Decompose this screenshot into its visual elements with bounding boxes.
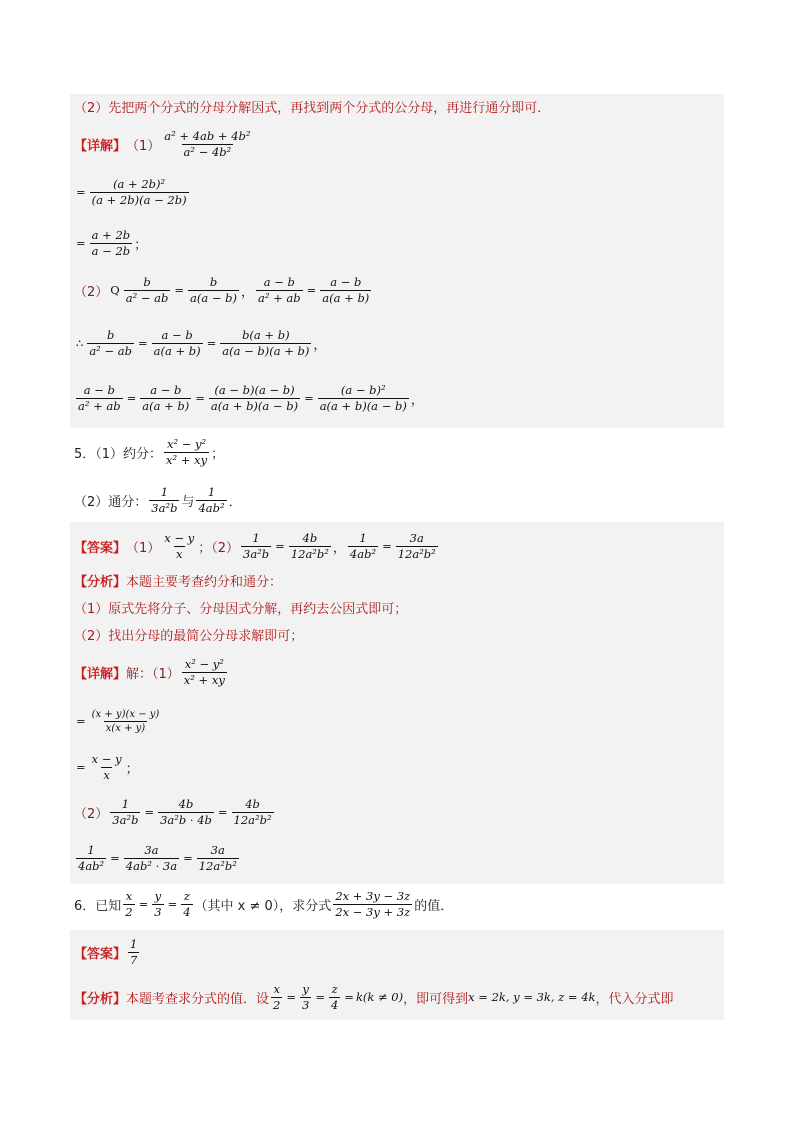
fraction: $\frac{2x + 3y - 3z}{2x - 3y + 3z}$ <box>335 888 411 919</box>
fraction: $\frac{\text{x² − y²}}{\text{x² + xy}}$ <box>166 436 208 467</box>
fraction: $\frac{1}{\text{4ab²}}$ <box>78 842 105 873</box>
answer-5: 【答案】 （1） $\frac{x - y}{x}$ ；（2） $\frac{1}{\text{3a²b}}$ = $\frac{4b}{\text{12a²b²}}$ ， $\frac{1}{\text{4ab²}}$ = $\frac{3a}{\text{12a²b²}}$ <box>74 530 436 561</box>
detail-5-line-5: $\frac{1}{\text{4ab²}}$ = $\frac{3a}{\text{4ab² · 3a}}$ = $\frac{3a}{\text{12a²b²}}$ <box>78 842 237 873</box>
analysis-tag: 【分析】 <box>74 991 127 1007</box>
analysis-tag: 【分析】 <box>74 574 127 590</box>
analysis-step-2-text: （2）先把两个分式的分母分解因式，再找到两个分式的公分母，再进行通分即可． <box>74 100 551 116</box>
answer-6 <box>74 934 141 970</box>
fraction: $\frac{(x + y)(x - y)}{x(x + y)}$ <box>91 708 160 734</box>
fraction: $\frac{1}{\text{4ab²}}$ <box>198 484 225 515</box>
fraction: $\frac{1}{7}$ <box>130 936 138 967</box>
fraction: $\frac{\text{x² − y²}}{\text{x² + xy}}$ <box>183 656 225 687</box>
fraction: $\frac{a - b}{a(a + b)}$ <box>322 274 370 305</box>
detail-line-6: $\frac{a - b}{\text{a² + ab}}$ = $\frac{a - b}{a(a + b)}$ = $\frac{(a - b)(a - b)}{a(a + b)(a - b)}$ = $\frac{\text{(a − b)²}}{a(a + b)(a - b)}$ ， <box>78 382 424 413</box>
fraction: $\frac{b}{\text{a² − ab}}$ <box>89 327 132 358</box>
detail-5-line-1: 【详解】 解：（1） $\frac{\text{x² − y²}}{\text{x² + xy}}$ <box>74 656 225 687</box>
fraction: $\frac{z}{4}$ <box>330 981 339 1012</box>
fraction: $\frac{1}{\text{3a²b}}$ <box>243 530 270 561</box>
fraction: $\frac{b(a + b)}{a(a - b)(a + b)}$ <box>222 327 310 358</box>
fraction: $\frac{a - b}{a(a + b)}$ <box>153 327 201 358</box>
fraction: $\frac{z}{4}$ <box>183 888 191 919</box>
analysis-step-2 <box>74 96 550 116</box>
fraction: $\frac{x}{2}$ <box>273 981 281 1012</box>
fraction: $\frac{(a - b)(a - b)}{a(a + b)(a - b)}$ <box>210 382 299 413</box>
detail-line-4: （2） Q $\frac{b}{\text{a² − ab}}$ = $\frac{b}{a(a - b)}$ ， $\frac{a - b}{\text{a² + ab}}$ = $\frac{a - b}{a(a + b)}$ <box>74 274 370 305</box>
fraction: $\frac{4b}{\text{3a²b · 4b}}$ <box>160 796 212 827</box>
analysis-5-step-2: （2）找出分母的最简公分母求解即可； <box>74 628 304 644</box>
fraction: $\frac{4b}{\text{12a²b²}}$ <box>290 530 329 561</box>
analysis-5-step-1: （1）原式先将分子、分母因式分解，再约去公因式即可； <box>74 601 408 617</box>
fraction: $\frac{b}{\text{a² − ab}}$ <box>125 274 169 305</box>
answer-tag: 【答案】 <box>74 946 127 962</box>
detail-line-2: = $\frac{\text{(a + 2b)²}}{(a + 2b)(a - 2b)}$ <box>76 176 187 207</box>
analysis-5: 【分析】 本题主要考查约分和通分： <box>74 570 282 590</box>
fraction: $\frac{a - b}{\text{a² + ab}}$ <box>258 274 301 305</box>
detail-line-5: ∴ $\frac{b}{\text{a² − ab}}$ = $\frac{a - b}{a(a + b)}$ = $\frac{b(a + b)}{a(a - b)(a + b)}$ ， <box>76 327 327 358</box>
detail-5-line-4: （2） $\frac{1}{\text{3a²b}}$ = $\frac{4b}{\text{3a²b · 4b}}$ = $\frac{4b}{\text{12a²b²}}$ <box>74 796 272 827</box>
therefore-symbol: ∴ <box>76 336 84 350</box>
detail-prefix: （1） <box>126 138 161 154</box>
detail-line-1 <box>74 124 254 164</box>
detail-line-3: = $\frac{a + 2b}{a - 2b}$ ； <box>76 227 148 258</box>
fraction: $\frac{3a}{\text{12a²b²}}$ <box>397 530 436 561</box>
fraction: $\frac{4b}{\text{12a²b²}}$ <box>233 796 272 827</box>
fraction: $\frac{\text{a² + 4ab + 4b²}}{\text{a² − 4b²}}$ <box>164 128 251 159</box>
fraction: $\frac{1}{\text{3a²b}}$ <box>151 484 178 515</box>
detail-5-line-3: = $\frac{x - y}{x}$ ； <box>76 751 139 782</box>
question-5-part-2: （2）通分： $\frac{1}{\text{3a²b}}$ 与 $\frac{1}{\text{4ab²}}$ ． <box>74 484 242 515</box>
fraction: $\frac{y}{3}$ <box>302 981 310 1012</box>
question-6: 6．已知 $\frac{x}{2}$ = $\frac{y}{3}$ = $\frac{z}{4}$ （其中 x ≠ 0），求分式 $\frac{2x + 3y - 3z}{2x - 3y + 3z}$ 的值． <box>74 888 454 919</box>
fraction: $\frac{y}{3}$ <box>154 888 162 919</box>
question-5: 5．（1）约分： $\frac{\text{x² − y²}}{\text{x² + xy}}$ ； <box>74 436 225 467</box>
analysis-6: 【分析】 本题考查求分式的值．设 $\frac{x}{2}$ = $\frac{y}{3}$ = $\frac{z}{4}$ = k(k ≠ 0) ，即可得到 x = 2k, y = 3k, z = 4k ，代入分式即 <box>74 981 674 1012</box>
fraction: $\frac{3a}{\text{12a²b²}}$ <box>198 842 237 873</box>
fraction: $\frac{1}{\text{3a²b}}$ <box>112 796 139 827</box>
fraction: $\frac{b}{a(a - b)}$ <box>190 274 237 305</box>
detail-tag: 【详解】 <box>74 666 127 682</box>
fraction: $\frac{\text{(a + 2b)²}}{(a + 2b)(a - 2b)}$ <box>91 176 187 207</box>
detail-tag: 【详解】 <box>74 138 127 154</box>
fraction: $\frac{x}{2}$ <box>125 888 133 919</box>
fraction: $\frac{x - y}{x}$ <box>91 751 122 782</box>
fraction: $\frac{a - b}{a(a + b)}$ <box>142 382 190 413</box>
fraction: $\frac{a - b}{\text{a² + ab}}$ <box>78 382 121 413</box>
fraction: $\frac{x - y}{x}$ <box>164 530 195 561</box>
fraction: $\frac{\text{(a − b)²}}{a(a + b)(a - b)}$ <box>319 382 407 413</box>
answer-tag: 【答案】 <box>74 540 127 556</box>
detail-5-line-2: = $\frac{(x + y)(x - y)}{x(x + y)}$ <box>76 708 160 734</box>
because-symbol: Q <box>110 283 120 297</box>
fraction: $\frac{3a}{\text{4ab² · 3a}}$ <box>125 842 178 873</box>
fraction: $\frac{1}{\text{4ab²}}$ <box>349 530 377 561</box>
fraction: $\frac{a + 2b}{a - 2b}$ <box>91 227 131 258</box>
